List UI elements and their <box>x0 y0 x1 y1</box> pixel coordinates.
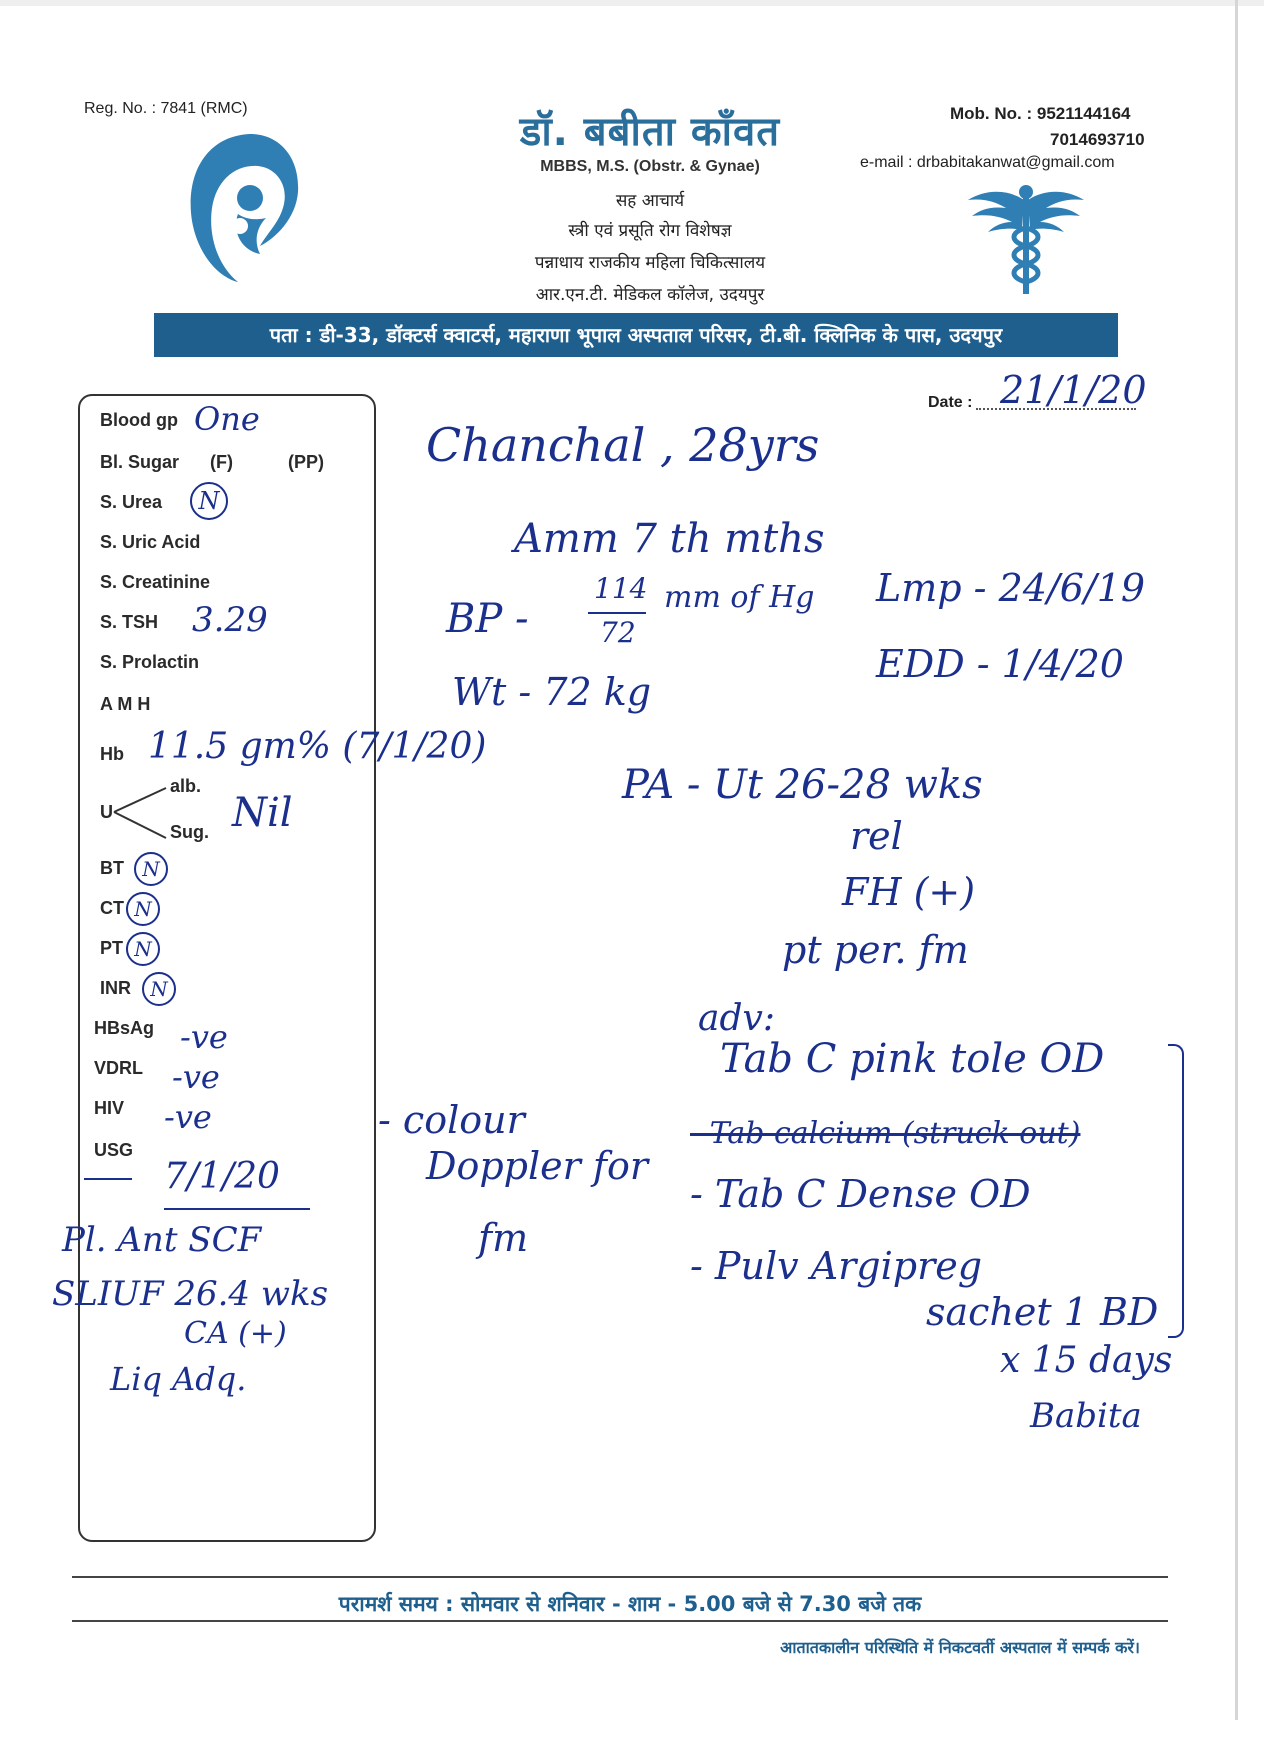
prothrombin-time-value: N <box>126 932 160 966</box>
caduceus-icon <box>966 178 1086 298</box>
rx-item-1: Tab C pink tole OD <box>720 1036 1105 1082</box>
blood-group-label: Blood gp <box>100 410 178 430</box>
rx-item-2-struck: - Tab calcium (struck out) <box>690 1116 1081 1151</box>
rx-item-4-dose: sachet 1 BD <box>926 1290 1159 1334</box>
registration-number: Reg. No. : 7841 (RMC) <box>84 100 248 117</box>
inr-value: N <box>142 972 176 1006</box>
serum-tsh-label: S. TSH <box>100 612 159 632</box>
clotting-time-label: CT <box>100 898 124 918</box>
emergency-note: आतातकालीन परिस्थिति में निकटवर्ती अस्पताल में सम्पर्क करें। <box>780 1638 1140 1657</box>
email-address: e-mail : drbabitakanwat@gmail.com <box>860 154 1115 171</box>
mobile-number-2: 7014693710 <box>1050 130 1145 149</box>
doctor-qualification: MBBS, M.S. (Obstr. & Gynae) <box>540 158 760 175</box>
usg-note-gestation: SLIUF 26.4 wks <box>52 1274 329 1314</box>
hemoglobin-value: 11.5 gm% (7/1/20) <box>148 726 487 767</box>
bleeding-time-value: N <box>134 852 168 886</box>
mobile-number: Mob. No. : 9521144164 <box>950 104 1131 123</box>
relaxed-note: rel <box>850 814 903 858</box>
hospital-name: पन्नाधाय राजकीय महिला चिकित्सालय <box>534 253 766 273</box>
urine-albumin-label: alb. <box>170 776 202 796</box>
hiv-value: -ve <box>164 1098 212 1136</box>
rx-item-4: - Pulv Argipreg <box>690 1244 983 1288</box>
vdrl-value: -ve <box>172 1058 220 1096</box>
usg-note-cardiac-activity: CA (+) <box>184 1316 287 1351</box>
usg-dash <box>84 1178 132 1180</box>
usg-label: USG <box>94 1140 134 1160</box>
edd-note: EDD - 1/4/20 <box>876 642 1124 686</box>
urine-sugar-label: Sug. <box>170 822 209 842</box>
blood-group-value: One <box>194 400 260 438</box>
address-bar: पता : डी-33, डॉक्टर्स क्वाटर्स, महाराणा भूपाल अस्पताल परिसर, टी.बी. क्लिनिक के पास, उदयपुर <box>154 313 1118 357</box>
date-label: Date : <box>928 394 973 411</box>
serum-uric-acid-label: S. Uric Acid <box>100 532 201 552</box>
doctor-signature: Babita <box>1030 1396 1142 1436</box>
consultation-hours: परामर्श समय : सोमवार से शनिवार - शाम - 5.00 बजे से 7.30 बजे तक <box>338 1592 922 1616</box>
usg-date-underline <box>164 1208 310 1210</box>
bp-label: BP - <box>446 596 529 642</box>
per-abdomen-note: PA - Ut 26-28 wks <box>622 762 983 808</box>
blood-sugar-fasting-label: (F) <box>210 452 233 472</box>
doctor-specialty: स्त्री एवं प्रसूति रोग विशेषज्ञ <box>568 221 732 241</box>
fetal-movements-note: pt per. fm <box>782 928 969 972</box>
hbsag-value: -ve <box>180 1018 228 1056</box>
patient-name-age: Chanchal , 28yrs <box>426 418 820 472</box>
colour-doppler-line-1: - colour <box>378 1098 525 1142</box>
bleeding-time-label: BT <box>100 858 124 878</box>
bp-fraction-line <box>588 612 646 614</box>
college-name: आर.एन.टी. मेडिकल कॉलेज, उदयपुर <box>535 285 765 305</box>
serum-prolactin-label: S. Prolactin <box>100 652 200 672</box>
serum-creatinine-label: S. Creatinine <box>100 572 211 592</box>
rx-bracket <box>1168 1044 1184 1338</box>
urine-label: U <box>100 802 113 822</box>
advice-label: adv: <box>698 998 775 1039</box>
serum-urea-label: S. Urea <box>100 492 163 512</box>
footer-rule-bottom <box>72 1620 1168 1622</box>
colour-doppler-line-2: Doppler for <box>426 1144 648 1188</box>
serum-tsh-value: 3.29 <box>192 600 268 640</box>
blood-sugar-label: Bl. Sugar <box>100 452 180 472</box>
blood-sugar-pp-label: (PP) <box>288 452 324 472</box>
lmp-note: Lmp - 24/6/19 <box>876 566 1146 610</box>
rx-item-3: - Tab C Dense OD <box>690 1172 1031 1216</box>
footer-rule-top <box>72 1576 1168 1578</box>
weight-note: Wt - 72 kg <box>452 670 652 714</box>
date-value: 21/1/20 <box>1000 368 1147 412</box>
amh-label: A M H <box>100 694 151 714</box>
urine-value: Nil <box>232 790 293 836</box>
bp-unit: mm of Hg <box>664 580 815 615</box>
inr-label: INR <box>100 978 131 998</box>
doctor-name: डॉ. बबीता काँवत <box>519 109 781 155</box>
colour-doppler-line-3: fm <box>478 1216 529 1260</box>
urine-bracket <box>110 784 170 844</box>
hbsag-label: HBsAg <box>94 1018 155 1038</box>
bp-diastolic: 72 <box>600 616 636 649</box>
scan-right-edge <box>1235 0 1238 1720</box>
serum-urea-value: N <box>190 482 228 520</box>
vdrl-label: VDRL <box>94 1058 143 1078</box>
duration-note: x 15 days <box>1000 1340 1173 1381</box>
usg-note-placenta: Pl. Ant SCF <box>62 1220 262 1260</box>
hemoglobin-label: Hb <box>100 744 124 764</box>
prothrombin-time-label: PT <box>100 938 124 958</box>
amenorrhea-note: Amm 7 th mths <box>514 516 825 562</box>
bp-systolic: 114 <box>594 572 648 605</box>
fetal-heart-note: FH (+) <box>842 870 976 914</box>
doctor-designation: सह आचार्य <box>615 191 685 211</box>
mother-child-logo <box>180 126 310 286</box>
scan-top-edge <box>0 0 1264 6</box>
clotting-time-value: N <box>126 892 160 926</box>
usg-date: 7/1/20 <box>164 1156 280 1197</box>
hiv-label: HIV <box>94 1098 125 1118</box>
usg-note-liquor: Liq Adq. <box>110 1360 247 1398</box>
